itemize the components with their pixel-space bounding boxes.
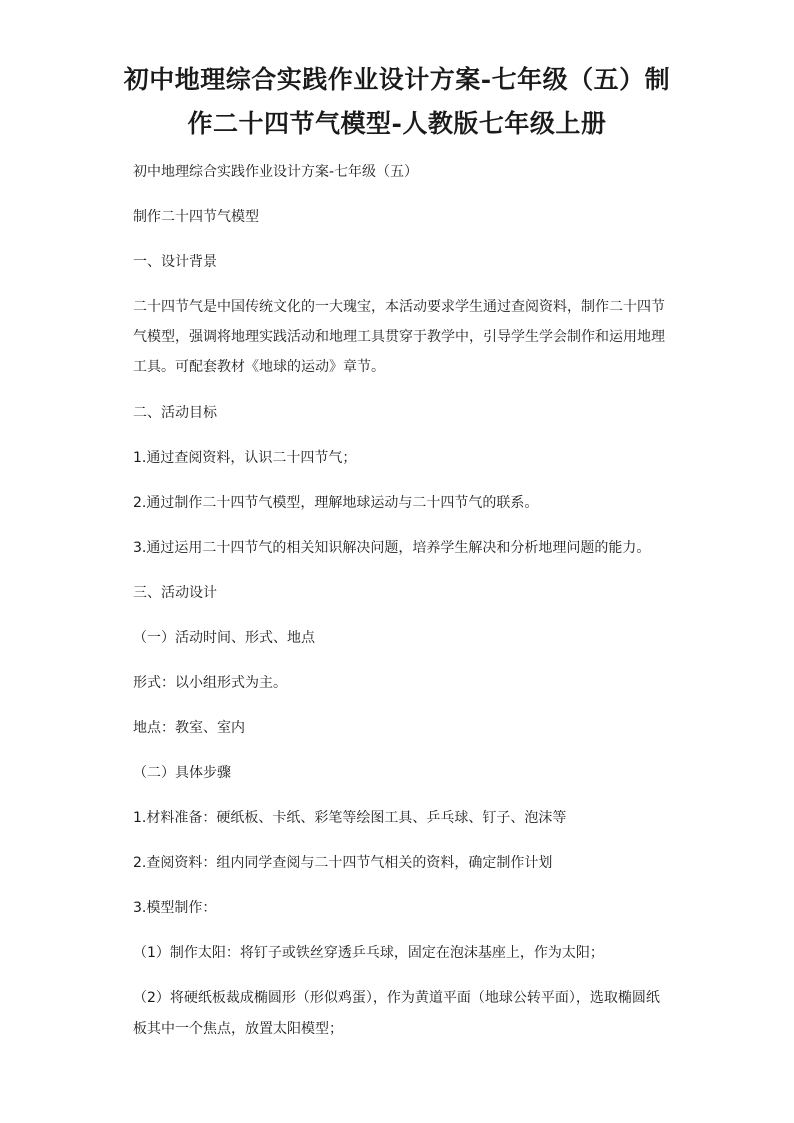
- list-item: 1.材料准备：硬纸板、卡纸、彩笔等绘图工具、乒乓球、钉子、泡沫等: [133, 810, 567, 826]
- subsection-heading: （二）具体步骤: [133, 765, 231, 781]
- section-heading-design: 三、活动设计: [133, 585, 217, 601]
- list-item: 2.查阅资料：组内同学查阅与二十四节气相关的资料，确定制作计划: [133, 855, 553, 871]
- activity-name: 制作二十四节气模型: [133, 209, 259, 225]
- paragraph-line: 形式：以小组形式为主。: [133, 675, 287, 691]
- list-item: 2.通过制作二十四节气模型，理解地球运动与二十四节气的联系。: [133, 495, 539, 511]
- list-item: 3.模型制作：: [133, 900, 217, 916]
- list-item: （2）将硬纸板裁成椭圆形（形似鸡蛋），作为黄道平面（地球公转平面），选取椭圆纸: [133, 990, 660, 1006]
- paragraph-line: 工具。可配套教材《地球的运动》章节。: [133, 359, 385, 375]
- document-title-line-1: 初中地理综合实践作业设计方案-七年级（五）制: [123, 65, 671, 94]
- list-item: 3.通过运用二十四节气的相关知识解决问题，培养学生解决和分析地理问题的能力。: [133, 540, 651, 556]
- paragraph-line: 气模型，强调将地理实践活动和地理工具贯穿于教学中，引导学生学会制作和运用地理: [133, 329, 665, 345]
- section-heading-goals: 二、活动目标: [133, 405, 217, 421]
- list-item: （1）制作太阳：将钉子或铁丝穿透乒乓球，固定在泡沫基座上，作为太阳；: [133, 945, 604, 961]
- subtitle: 初中地理综合实践作业设计方案-七年级（五）: [133, 164, 419, 180]
- paragraph-line: 二十四节气是中国传统文化的一大瑰宝，本活动要求学生通过查阅资料，制作二十四节: [133, 299, 665, 315]
- list-item: 1.通过查阅资料，认识二十四节气；: [133, 450, 357, 466]
- paragraph-line: 地点：教室、室内: [133, 720, 245, 736]
- list-item: 板其中一个焦点，放置太阳模型；: [133, 1021, 343, 1037]
- section-heading-background: 一、设计背景: [133, 254, 217, 270]
- subsection-heading: （一）活动时间、形式、地点: [133, 630, 315, 646]
- document-title-line-2: 作二十四节气模型-人教版七年级上册: [187, 109, 607, 138]
